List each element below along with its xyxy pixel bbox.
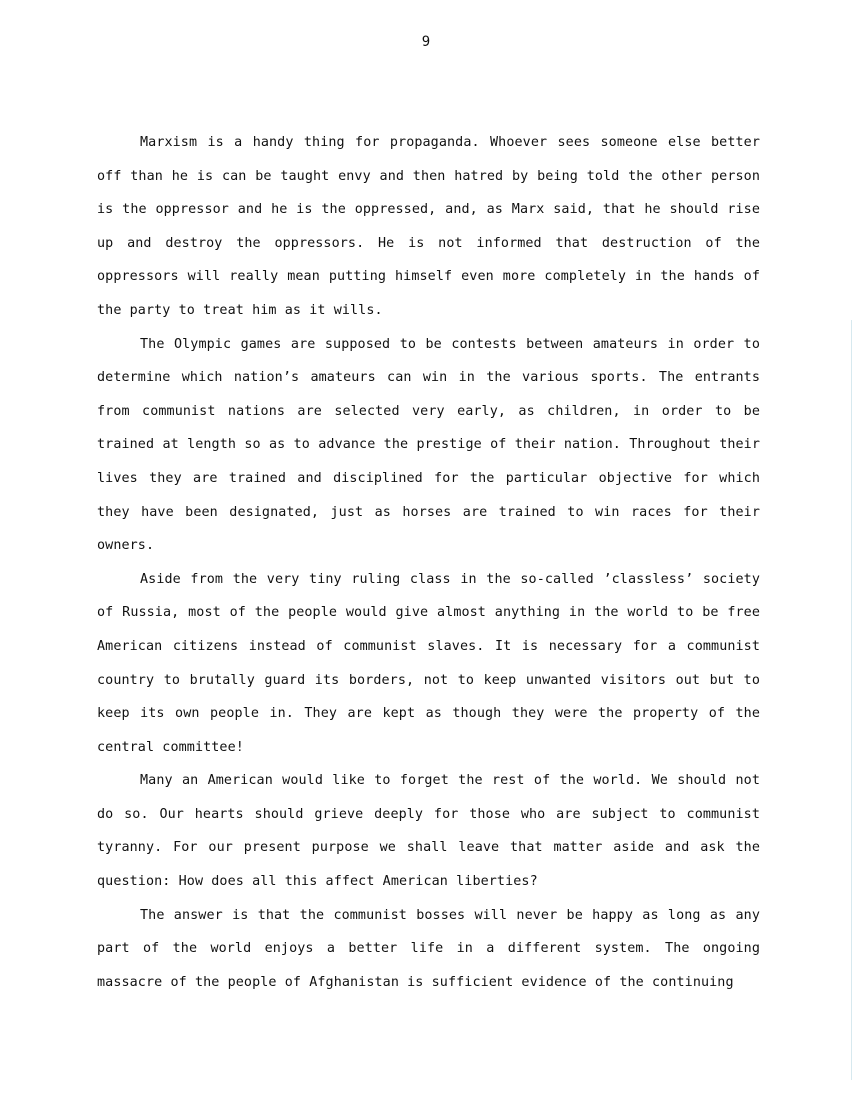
page-number: 9 [421, 34, 431, 50]
paragraph-olympic-games: The Olympic games are supposed to be contests between amateurs in order to determine which nation’s amateurs can win in the various sports. The entrants from communist nations are selected very early, as children, in order to be trained at length so as to advance the prestige of their nation. Throughout their lives they are trained and disciplined for the particular objective for which they have been designated, just as horses are trained to win races for their owners. [97, 336, 760, 554]
body-text [97, 126, 760, 999]
paragraph-ruling-class: Aside from the very tiny ruling class in the so-called ’classless’ society of Russia, most of the people would give almost anything in the world to be free American citizens instead of communist slaves. It is necessary for a communist country to brutally guard its borders, not to keep unwanted visitors out but to keep its own people in. They are kept as though they were the property of the central committee! [97, 571, 760, 755]
paragraph-marxism: Marxism is a handy thing for propaganda. Whoever sees someone else better off than he is can be taught envy and then hatred by being told the other person is the oppressor and he is the oppressed, and, as Marx said, that he should rise up and destroy the oppressors. He is not informed that destruction of the oppressors will really mean putting himself even more completely in the hands of the party to treat him as it wills. [97, 135, 760, 318]
paragraph-communist-bosses: The answer is that the communist bosses will never be happy as long as any part of the world enjoys a better life in a different system. The ongoing massacre of the people of Afghanistan is sufficient evidence of the continuing [97, 907, 760, 990]
paragraph-american-liberties: Many an American would like to forget the rest of the world. We should not do so. Our hearts should grieve deeply for those who are subject to communist tyranny. For our present purpose we shall leave that matter aside and ask the question: How does all this affect American liberties? [97, 773, 760, 890]
